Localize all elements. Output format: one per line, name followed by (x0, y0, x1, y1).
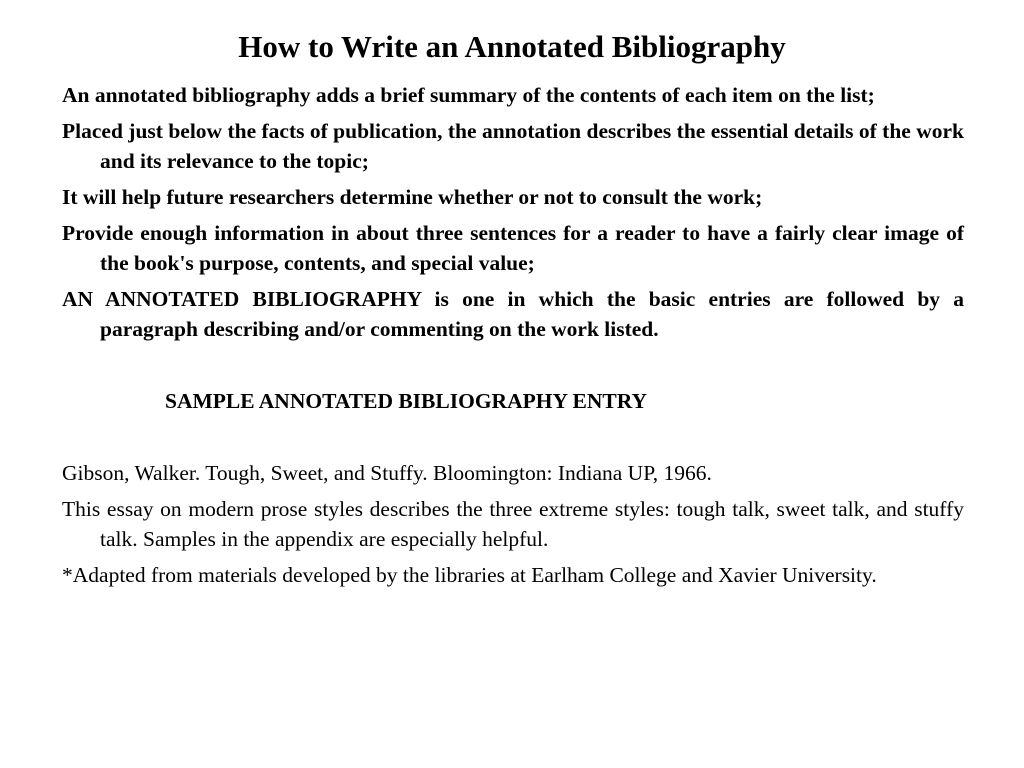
slide-body (62, 80, 964, 596)
bullet-purpose: It will help future researchers determine whether or not to consult the work; (62, 185, 763, 209)
sample-annotation: This essay on modern prose styles describes the three extreme styles: tough talk, sweet talk, and stuffy talk. Samples in the appendix are especially helpful. (62, 497, 964, 551)
bullet-definition: AN ANNOTATED BIBLIOGRAPHY is one in which the basic entries are followed by a paragraph describing and/or commenting on the work listed. (62, 287, 964, 341)
bullet-summary: An annotated bibliography adds a brief summary of the contents of each item on the list; (62, 83, 875, 107)
bullet-placement: Placed just below the facts of publication, the annotation describes the essential details of the work and its relevance to the topic; (62, 119, 964, 173)
slide-title: How to Write an Annotated Bibliography (238, 29, 786, 64)
sample-credit: *Adapted from materials developed by the libraries at Earlham College and Xavier University. (62, 563, 877, 587)
bullet-length: Provide enough information in about three sentences for a reader to have a fairly clear image of the book's purpose, contents, and special value; (62, 221, 964, 275)
sample-citation: Gibson, Walker. Tough, Sweet, and Stuffy. Bloomington: Indiana UP, 1966. (62, 461, 712, 485)
sample-heading: SAMPLE ANNOTATED BIBLIOGRAPHY ENTRY (165, 389, 648, 413)
